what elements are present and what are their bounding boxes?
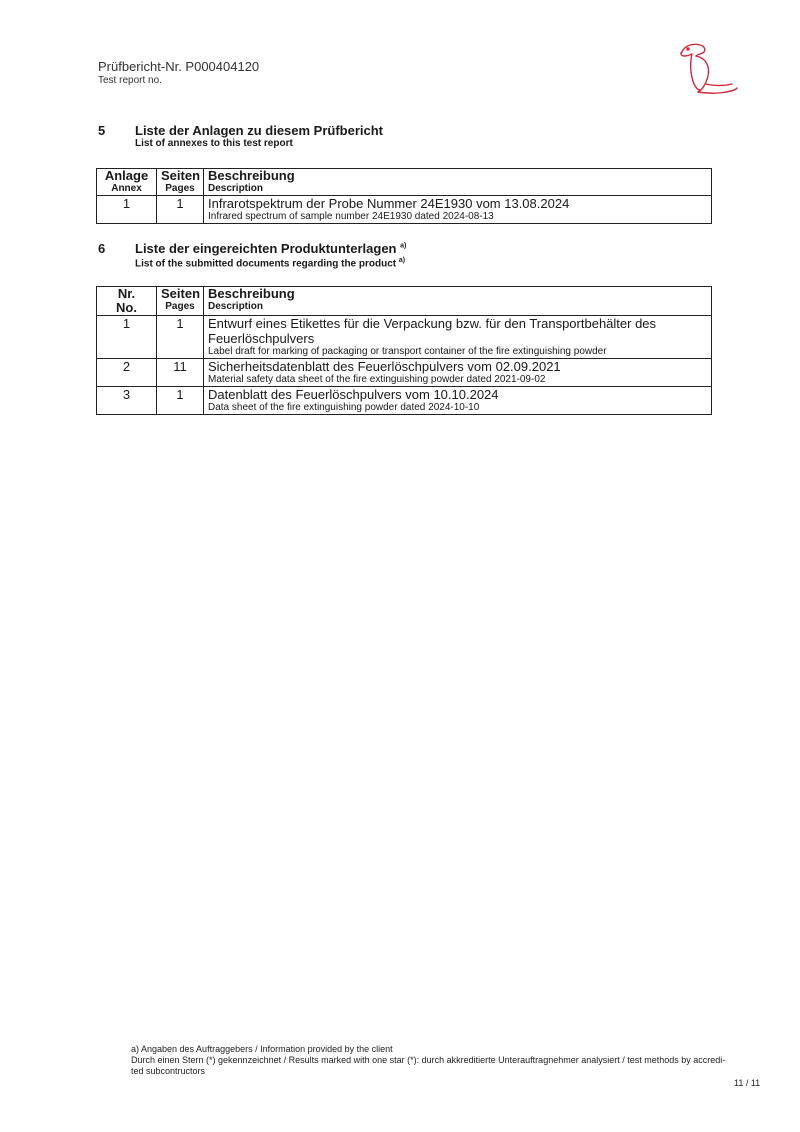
header-description: Beschreibung Description bbox=[204, 287, 712, 316]
page-count: 1 bbox=[157, 387, 204, 415]
description-de: Datenblatt des Feuerlöschpulvers vom 10.10.2024 bbox=[208, 387, 499, 402]
section-6-subtitle: List of the submitted documents regarding the product $^{a)}$ bbox=[135, 257, 406, 270]
page-count: 11 bbox=[157, 359, 204, 387]
annex-table-header bbox=[97, 169, 712, 196]
annex-number: 1 bbox=[97, 196, 157, 224]
document-number: 3 bbox=[97, 387, 157, 415]
footnote-star-results: Durch einen Stern (*) gekennzeichnet / Results marked with one star (*): durch akkreditierte Unterauftragnehmer analysiert / test methods by accredi- bbox=[131, 1055, 726, 1065]
section-6-title: Liste der eingereichten Produktunterlagen $^{a)}$ bbox=[135, 241, 407, 256]
documents-table bbox=[96, 286, 712, 415]
footnote-client-info: a) Angaben des Auftraggebers / Information provided by the client bbox=[131, 1044, 393, 1054]
header-description: Beschreibung Description bbox=[204, 169, 712, 196]
section-5-title: Liste der Anlagen zu diesem Prüfbericht bbox=[135, 123, 384, 138]
footnote-star-results-cont: ted subcontructors bbox=[131, 1066, 206, 1076]
description-cell bbox=[204, 359, 712, 387]
table-row bbox=[97, 387, 712, 415]
table-row bbox=[97, 359, 712, 387]
footnote-marker: a) bbox=[398, 257, 406, 264]
description-de: Entwurf eines Etikettes für die Verpackung bzw. für den Transportbehälter des Feuerlöschpulvers bbox=[208, 316, 657, 346]
header-pages: Seiten Pages bbox=[157, 169, 204, 196]
page-count: 1 bbox=[157, 196, 204, 224]
section-5-subtitle: List of annexes to this test report bbox=[135, 138, 293, 149]
table-row bbox=[97, 316, 712, 359]
documents-table-header bbox=[97, 287, 712, 316]
report-number: Prüfbericht-Nr. P000404120 bbox=[98, 59, 260, 74]
description-cell bbox=[204, 316, 712, 359]
table-row bbox=[97, 196, 712, 224]
description-en: Data sheet of the fire extinguishing powder dated 2024-10-10 bbox=[208, 402, 480, 413]
page-count: 1 bbox=[157, 316, 204, 359]
page-number: 11 / 11 bbox=[734, 1078, 761, 1088]
description-en: Material safety data sheet of the fire extinguishing powder dated 2021-09-02 bbox=[208, 374, 546, 385]
section-6-number: 6 bbox=[98, 241, 106, 256]
header-annex: Anlage Annex bbox=[97, 169, 157, 196]
header-number: Nr. No. bbox=[97, 287, 157, 316]
beaver-logo-icon bbox=[676, 40, 740, 98]
description-cell bbox=[204, 387, 712, 415]
description-en: Infrared spectrum of sample number 24E1930 dated 2024-08-13 bbox=[208, 211, 494, 222]
description-de: Infrarotspektrum der Probe Nummer 24E1930 vom 13.08.2024 bbox=[208, 196, 570, 211]
document-number: 1 bbox=[97, 316, 157, 359]
description-de: Sicherheitsdatenblatt des Feuerlöschpulvers vom 02.09.2021 bbox=[208, 359, 561, 374]
report-number-label-en: Test report no. bbox=[98, 75, 162, 86]
footnote-marker: a) bbox=[400, 242, 407, 250]
description-en: Label draft for marking of packaging or transport container of the fire extinguishing powder bbox=[208, 346, 607, 357]
annex-table bbox=[96, 168, 712, 224]
header-pages: Seiten Pages bbox=[157, 287, 204, 316]
description-cell bbox=[204, 196, 712, 224]
section-5-number: 5 bbox=[98, 123, 106, 138]
document-number: 2 bbox=[97, 359, 157, 387]
